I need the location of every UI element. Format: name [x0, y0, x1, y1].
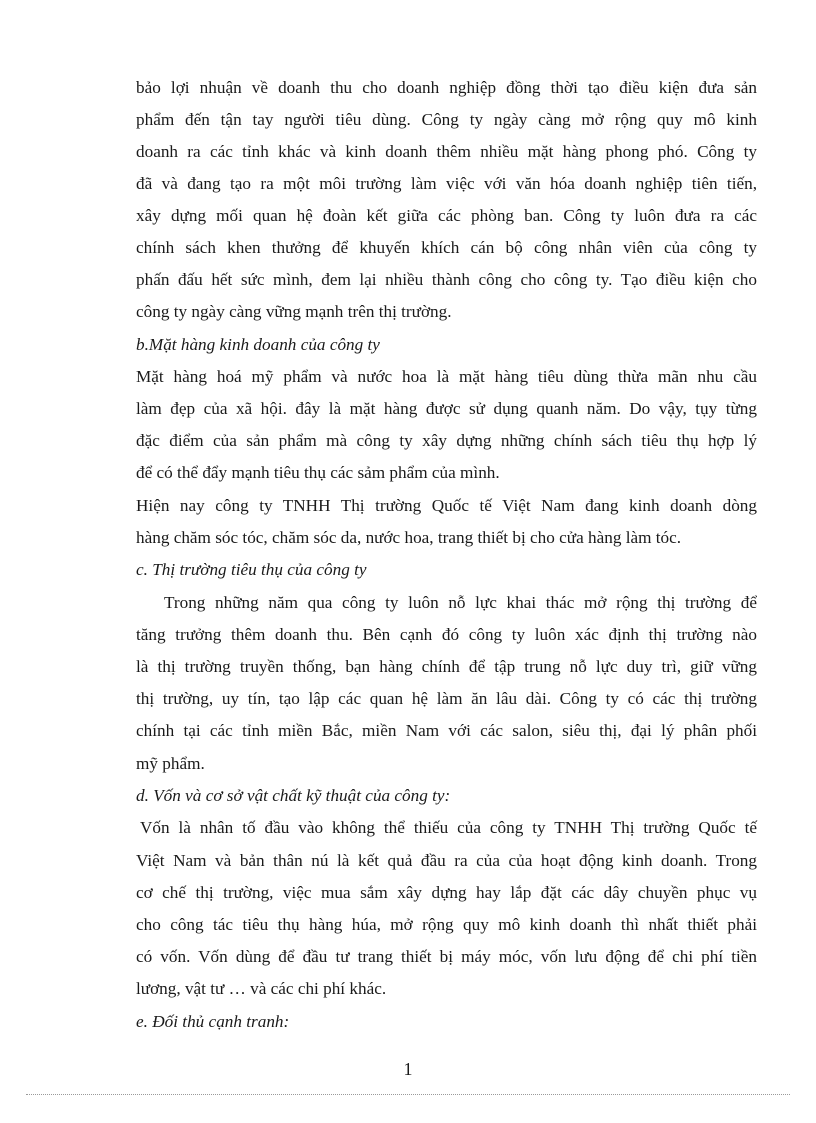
text-line: công ty ngày càng vững mạnh trên thị trường.: [136, 302, 452, 321]
section-heading-competitors: e. Đối thủ cạnh tranh:: [136, 1012, 290, 1031]
text-line: đã và đang tạo ra một môi trường làm việc với văn hóa doanh nghiệp tiên tiến,: [136, 174, 757, 193]
section-heading-products: b.Mặt hàng kinh doanh của công ty: [136, 335, 380, 354]
text-line: chính tại các tỉnh miền Bắc, miền Nam với các salon, siêu thị, đại lý phân phối: [136, 721, 757, 740]
text-line: cơ chế thị trường, việc mua sắm xây dựng hay lắp đặt các dây chuyền phục vụ: [136, 883, 757, 902]
text-line: lương, vật tư … và các chi phí khác.: [136, 979, 387, 998]
text-line: thị trường, uy tín, tạo lập các quan hệ làm ăn lâu dài. Công ty có các thị trường: [136, 689, 757, 708]
text-line: xây dựng mối quan hệ đoàn kết giữa các phòng ban. Công ty luôn đưa ra các: [136, 206, 757, 225]
text-line: hàng chăm sóc tóc, chăm sóc da, nước hoa, trang thiết bị cho cửa hàng làm tóc.: [136, 528, 682, 547]
text-line: làm đẹp của xã hội. đây là mặt hàng được sử dụng quanh năm. Do vậy, tụy từng: [136, 399, 757, 418]
text-line: Mặt hàng hoá mỹ phẩm và nước hoa là mặt hàng tiêu dùng thừa mãn nhu cầu: [136, 367, 757, 386]
text-line: Hiện nay công ty TNHH Thị trường Quốc tế Việt Nam đang kinh doanh dòng: [136, 496, 757, 515]
section-heading-market: c. Thị trường tiêu thụ của công ty: [136, 560, 367, 579]
text-line: doanh ra các tỉnh khác và kinh doanh thêm nhiều mặt hàng phong phó. Công ty: [136, 142, 757, 161]
section-heading-capital: d. Vốn và cơ sở vật chất kỹ thuật của công ty:: [136, 786, 451, 805]
text-line: là thị trường truyền thống, bạn hàng chính để tập trung nỗ lực duy trì, giữ vững: [136, 657, 757, 676]
page-number: 1: [403, 1059, 413, 1079]
text-line: bảo lợi nhuận về doanh thu cho doanh nghiệp đồng thời tạo điều kiện đưa sản: [136, 78, 757, 97]
text-line: Trong những năm qua công ty luôn nỗ lực khai thác mở rộng thị trường để: [164, 593, 757, 612]
text-line: phấn đấu hết sức mình, đem lại nhiều thành công cho công ty. Tạo điều kiện cho: [136, 270, 757, 289]
text-line: cho công tác tiêu thụ hàng húa, mở rộng quy mô kinh doanh thì nhất thiết phải: [136, 915, 757, 934]
text-line: để có thể đẩy mạnh tiêu thụ các sảm phẩm của mình.: [136, 463, 500, 482]
text-line: chính sách khen thưởng để khuyến khích cán bộ công nhân viên của công ty: [136, 238, 757, 257]
footer-divider: [26, 1094, 790, 1095]
text-line: phẩm đến tận tay người tiêu dùng. Công ty ngày càng mở rộng quy mô kinh: [136, 110, 757, 129]
text-line: đặc điểm của sản phẩm mà công ty xây dựng những chính sách tiêu thụ hợp lý: [136, 431, 757, 450]
text-line: có vốn. Vốn dùng để đầu tư trang thiết bị máy móc, vốn lưu động để chi phí tiền: [136, 947, 757, 966]
text-line: Vốn là nhân tố đầu vào không thể thiếu của công ty TNHH Thị trường Quốc tế: [140, 818, 757, 837]
text-line: Việt Nam và bản thân nú là kết quả đầu ra của của hoạt động kinh doanh. Trong: [136, 851, 757, 870]
text-line: tăng trưởng thêm doanh thu. Bên cạnh đó công ty luôn xác định thị trường nào: [136, 625, 757, 644]
text-line: mỹ phẩm.: [136, 754, 205, 773]
